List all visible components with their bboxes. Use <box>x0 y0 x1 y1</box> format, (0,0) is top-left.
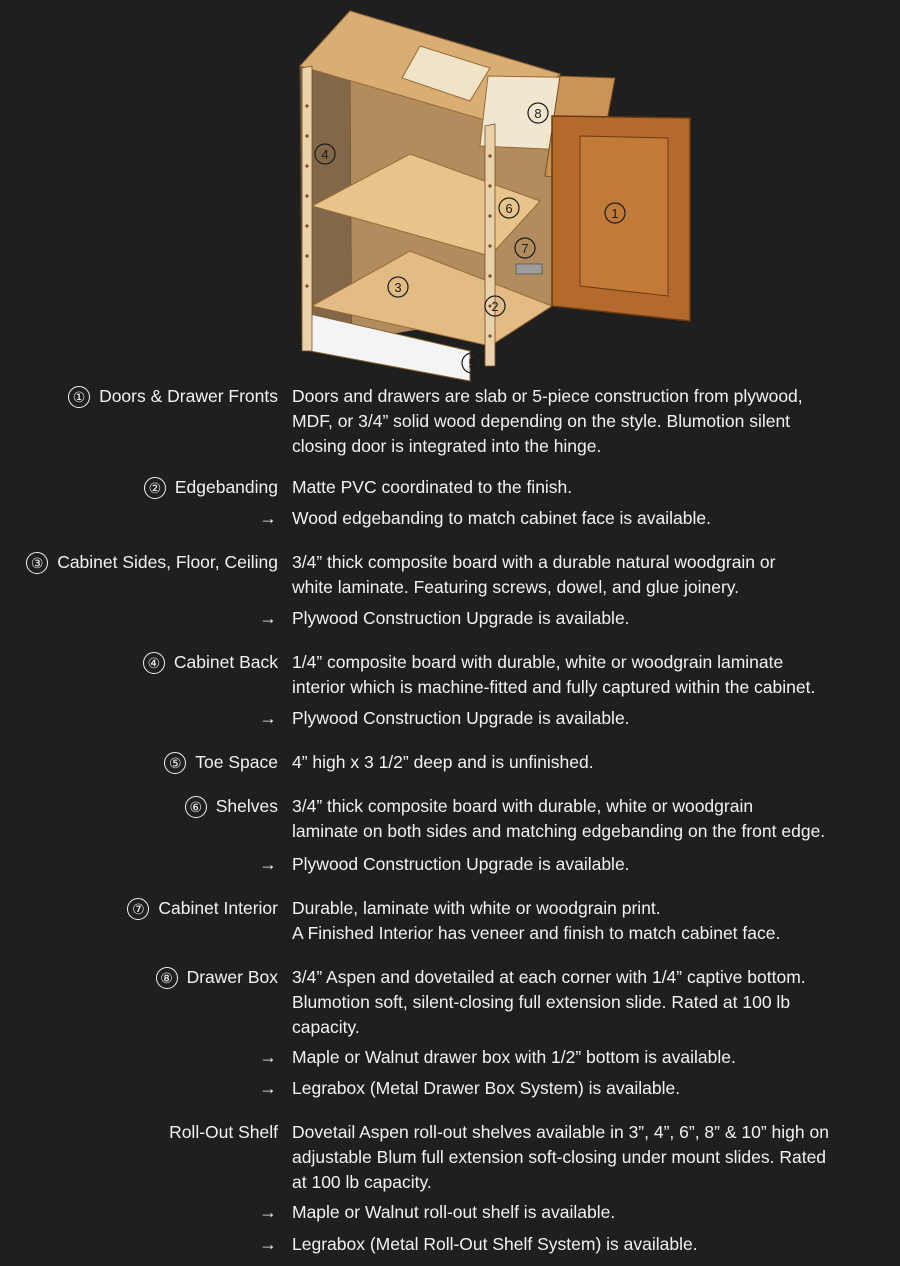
spec-desc-line: Blumotion soft, silent-closing full extension slide. Rated at 100 lb <box>292 992 791 1012</box>
number-badge: ③ <box>26 552 48 574</box>
number-badge: ④ <box>143 652 165 674</box>
arrow-icon: → <box>259 854 277 874</box>
spec-label: Drawer Box <box>186 967 278 987</box>
number-badge: ⑥ <box>185 796 207 818</box>
spec-label: Cabinet Sides, Floor, Ceiling <box>57 552 278 572</box>
svg-text:4: 4 <box>321 147 329 162</box>
spec-desc-line: at 100 lb capacity. <box>292 1172 432 1192</box>
spec-label: Edgebanding <box>174 477 278 497</box>
svg-text:6: 6 <box>505 201 513 216</box>
spec-desc-line: 4” high x 3 1/2” deep and is unfinished. <box>292 752 594 772</box>
arrow-icon: → <box>259 1078 277 1098</box>
svg-text:3: 3 <box>394 280 402 295</box>
spec-desc-line: Dovetail Aspen roll-out shelves available in 3”, 4”, 6”, 8” & 10” high on <box>292 1122 829 1142</box>
svg-text:8: 8 <box>534 106 542 121</box>
spec-label: Doors & Drawer Fronts <box>99 386 278 406</box>
spec-label: Toe Space <box>195 752 278 772</box>
spec-desc-line: 3/4” thick composite board with durable, white or woodgrain <box>292 796 754 816</box>
number-badge: ⑧ <box>156 967 178 989</box>
option-text: Legrabox (Metal Roll-Out Shelf System) is available. <box>292 1234 698 1254</box>
spec-desc-line: MDF, or 3/4” solid wood depending on the style. Blumotion silent <box>292 411 791 431</box>
svg-text:5: 5 <box>468 356 476 371</box>
number-badge: ① <box>68 386 90 408</box>
spec-desc-line: Matte PVC coordinated to the finish. <box>292 477 573 497</box>
option-text: Plywood Construction Upgrade is available. <box>292 708 630 728</box>
cabinet-illustration <box>290 6 710 386</box>
spec-desc-line: 3/4” thick composite board with a durable natural woodgrain or <box>292 552 776 572</box>
option-text: Plywood Construction Upgrade is available. <box>292 608 630 628</box>
spec-label: Roll-Out Shelf <box>169 1122 278 1142</box>
arrow-icon: → <box>259 1047 277 1067</box>
option-text: Maple or Walnut roll-out shelf is available. <box>292 1202 616 1222</box>
spec-desc-line: adjustable Blum full extension soft-closing under mount slides. Rated <box>292 1147 827 1167</box>
arrow-icon: → <box>259 708 277 728</box>
spec-desc-line: interior which is machine-fitted and fully captured within the cabinet. <box>292 677 816 697</box>
spec-desc-line: 1/4” composite board with durable, white or woodgrain laminate <box>292 652 784 672</box>
spec-desc-line: Doors and drawers are slab or 5-piece construction from plywood, <box>292 386 803 406</box>
spec-desc-line: A Finished Interior has veneer and finish to match cabinet face. <box>292 923 781 943</box>
number-badge: ② <box>144 477 166 499</box>
spec-label: Cabinet Back <box>173 652 278 672</box>
spec-desc-line: white laminate. Featuring screws, dowel, and glue joinery. <box>292 577 740 597</box>
spec-desc-line: 3/4” Aspen and dovetailed at each corner with 1/4” captive bottom. <box>292 967 806 987</box>
spec-desc-line: Durable, laminate with white or woodgrain print. <box>292 898 661 918</box>
spec-label: Cabinet Interior <box>158 898 278 918</box>
spec-desc-line: closing door is integrated into the hinge. <box>292 436 602 456</box>
spec-label: Shelves <box>215 796 278 816</box>
option-text: Legrabox (Metal Drawer Box System) is available. <box>292 1078 681 1098</box>
option-text: Plywood Construction Upgrade is available. <box>292 854 630 874</box>
svg-text:1: 1 <box>611 206 619 221</box>
arrow-icon: → <box>259 1202 277 1222</box>
svg-text:2: 2 <box>491 299 499 314</box>
option-text: Maple or Walnut drawer box with 1/2” bottom is available. <box>292 1047 736 1067</box>
option-text: Wood edgebanding to match cabinet face is available. <box>292 508 711 528</box>
number-badge: ⑦ <box>127 898 149 920</box>
spec-desc-line: capacity. <box>292 1017 360 1037</box>
number-badge: ⑤ <box>164 752 186 774</box>
spec-desc-line: laminate on both sides and matching edgebanding on the front edge. <box>292 821 826 841</box>
arrow-icon: → <box>259 1234 277 1254</box>
arrow-icon: → <box>259 608 277 628</box>
svg-text:7: 7 <box>521 241 529 256</box>
arrow-icon: → <box>259 508 277 528</box>
